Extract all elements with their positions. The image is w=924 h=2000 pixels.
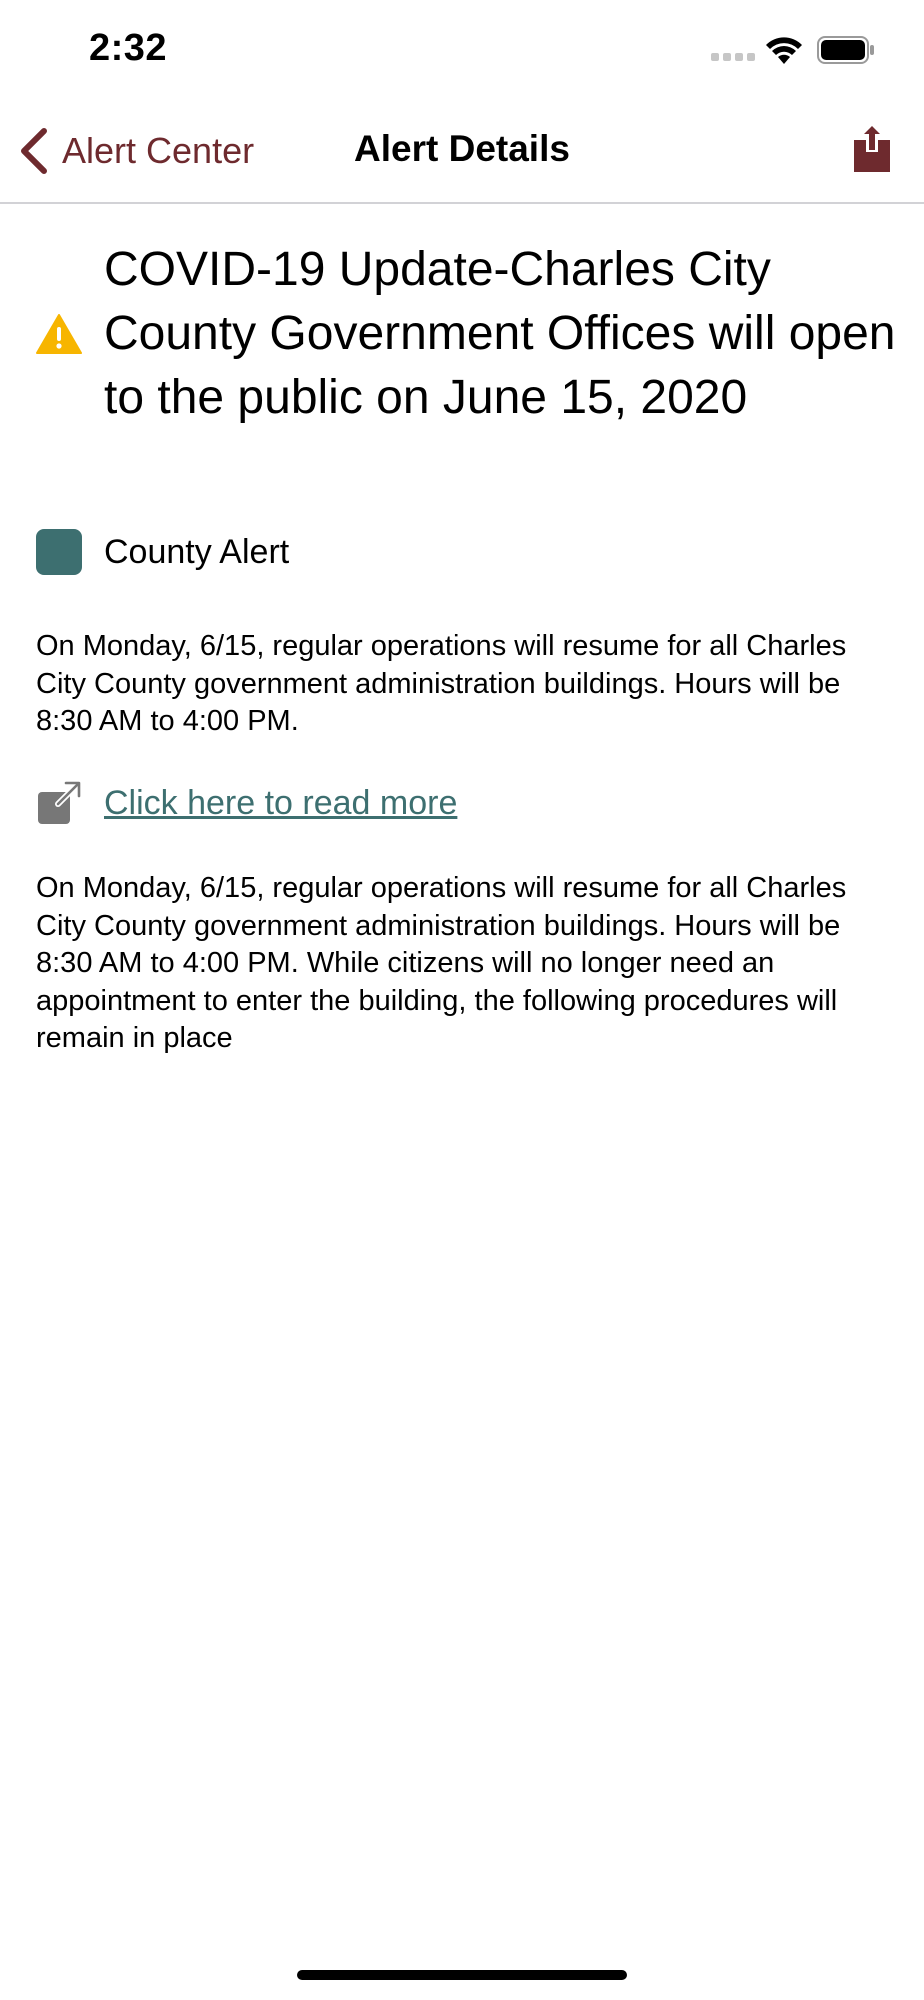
category-color-swatch bbox=[36, 529, 82, 575]
alert-header bbox=[36, 238, 896, 430]
share-icon[interactable] bbox=[850, 122, 894, 174]
alert-title: COVID-19 Update-Charles City County Government Offices will open to the public on June 15, 2020 bbox=[104, 243, 896, 424]
battery-icon bbox=[817, 36, 875, 64]
alert-category bbox=[36, 529, 289, 575]
external-link-icon bbox=[36, 780, 82, 826]
wifi-icon bbox=[763, 34, 805, 66]
page-title: Alert Details bbox=[354, 128, 570, 169]
cellular-signal-icon bbox=[711, 53, 755, 61]
alert-summary: On Monday, 6/15, regular operations will resume for all Charles City County government administration buildings. Hours will be 8:30 AM to 4:00 PM. bbox=[36, 630, 847, 737]
status-bar bbox=[0, 0, 924, 100]
back-button-label: Alert Center bbox=[62, 130, 255, 171]
warning-triangle-icon bbox=[36, 313, 82, 355]
navigation-bar bbox=[0, 100, 924, 204]
category-label: County Alert bbox=[104, 532, 290, 571]
home-indicator[interactable] bbox=[297, 1970, 627, 1980]
read-more-link[interactable]: Click here to read more bbox=[104, 783, 458, 822]
read-more-row[interactable] bbox=[36, 780, 457, 826]
alert-body: On Monday, 6/15, regular operations will resume for all Charles City County government administration buildings. Hours will be 8:30 AM to 4:00 PM. While citizens will no longer need an appointment to enter the building, the following procedures will remain in place bbox=[36, 872, 847, 1054]
status-time: 2:32 bbox=[89, 27, 168, 69]
